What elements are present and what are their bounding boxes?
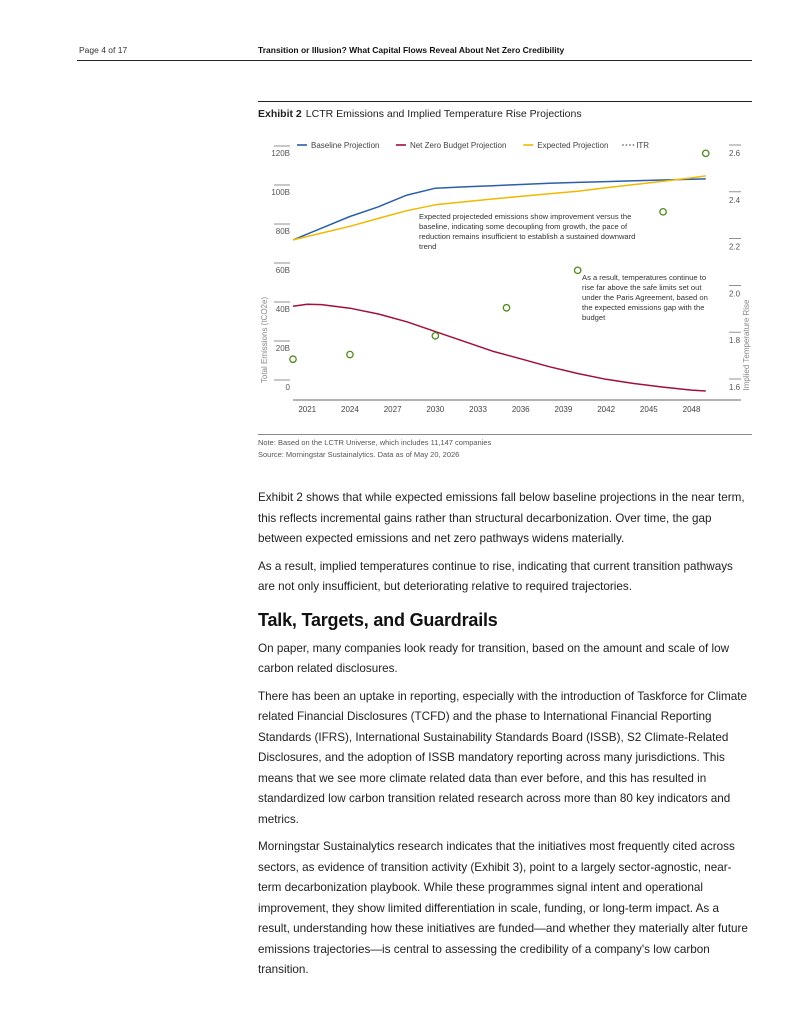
- itr-marker: [503, 305, 509, 311]
- itr-marker: [703, 150, 709, 156]
- chart-annotation: trend: [419, 242, 437, 251]
- chart-annotation: As a result, temperatures continue to: [582, 273, 707, 282]
- y2-tick-label: 2.6: [729, 149, 741, 158]
- chart-annotation: under the Paris Agreement, based on: [582, 293, 708, 302]
- legend-label: Baseline Projection: [311, 141, 380, 150]
- x-tick-label: 2039: [554, 405, 573, 414]
- legend-label: ITR: [636, 141, 650, 150]
- running-title: Transition or Illusion? What Capital Flows Reveal About Net Zero Credibility: [258, 45, 565, 55]
- x-tick-label: 2027: [383, 405, 402, 414]
- y2-tick-label: 2.0: [729, 289, 741, 299]
- exhibit-label: Exhibit 2: [258, 108, 302, 120]
- y-tick-label: 0: [285, 383, 290, 392]
- exhibit-source: Source: Morningstar Sustainalytics. Data as of May 20, 2026: [258, 450, 460, 459]
- y-tick-label: 120B: [271, 149, 290, 158]
- paragraph-3: On paper, many companies look ready for transition, based on the amount and scale of low carbon related disclosures.: [258, 641, 730, 675]
- itr-marker: [574, 267, 580, 273]
- page-number: Page 4 of 17: [79, 45, 128, 55]
- y-tick-label: 60B: [275, 266, 290, 275]
- itr-marker: [660, 209, 666, 215]
- paragraph-2: As a result, implied temperatures continue to rise, indicating that current transition pathways are not only insufficient, but deteriorating relative to required trajectories.: [258, 559, 733, 593]
- paragraph-1: Exhibit 2 shows that while expected emissions fall below baseline projections in the near term, this reflects incremental gains rather than structural decarbonization. Over time, the gap between expected emissions and net zero pathways widens materially.: [258, 491, 745, 545]
- section-heading: Talk, Targets, and Guardrails: [258, 609, 498, 630]
- itr-marker: [432, 333, 438, 339]
- header-rule: [77, 60, 752, 61]
- x-tick-label: 2024: [341, 405, 359, 414]
- x-tick-label: 2033: [469, 405, 487, 414]
- chart-annotation: baseline, indicating some decoupling from growth, the pace of: [419, 222, 628, 231]
- exhibit-notes: [258, 437, 491, 461]
- exhibit-rule-bottom: [258, 434, 752, 435]
- x-tick-label: 2030: [426, 405, 445, 414]
- exhibit-rule-top: [258, 101, 752, 102]
- legend-label: Expected Projection: [537, 141, 609, 150]
- chart-annotation: reduction remains insufficient to establish a sustained downward: [419, 232, 636, 241]
- x-tick-label: 2042: [597, 405, 616, 414]
- y-tick-label: 20B: [275, 344, 290, 353]
- y2-tick-label: 1.6: [729, 383, 741, 392]
- exhibit-title: [258, 108, 582, 120]
- itr-marker: [290, 356, 296, 362]
- y2-tick-label: 2.4: [729, 195, 741, 205]
- chart-annotation: rise far above the safe limits set out: [582, 283, 702, 292]
- x-tick-label: 2045: [639, 405, 658, 414]
- y-tick-label: 80B: [275, 227, 290, 236]
- y-tick-label: 40B: [275, 305, 290, 314]
- y2-axis-label: Implied Temperature Rise: [742, 299, 751, 391]
- y2-tick-label: 1.8: [729, 336, 741, 346]
- emissions-chart: [255, 134, 755, 432]
- chart-annotation: Expected projecteded emissions show improvement versus the: [419, 212, 632, 221]
- series-line-net-zero: [293, 304, 706, 391]
- y-tick-label: 100B: [271, 188, 290, 197]
- y-axis-label: Total Emissions (tCO2e): [260, 296, 269, 384]
- exhibit-title-text: LCTR Emissions and Implied Temperature Rise Projections: [305, 108, 582, 120]
- paragraph-5: Morningstar Sustainalytics research indicates that the initiatives most frequently cited across sectors, as evidence of transition activity (Exhibit 3), point to a largely sector-agnostic, near-term decarbonization playbook. While these programmes signal intent and operational improvement, they show limited differentiation in scale, funding, or long-term impact. As a result, understanding how these initiatives are funded—and whether they materially alter future emissions trajectories—is central to assessing the credibility of a company's low carbon transition.: [258, 840, 748, 976]
- chart-annotation: the expected emissions gap with the: [582, 303, 705, 312]
- chart-annotation: budget: [582, 313, 606, 322]
- x-tick-label: 2036: [511, 405, 530, 414]
- y2-tick-label: 2.2: [729, 242, 741, 252]
- legend-label: Net Zero Budget Projection: [409, 141, 507, 150]
- body-text: [258, 488, 752, 988]
- x-tick-label: 2048: [682, 405, 701, 414]
- exhibit-note: Note: Based on the LCTR Universe, which includes 11,147 companies: [258, 438, 492, 447]
- paragraph-4: There has been an uptake in reporting, especially with the introduction of Taskforce for Climate related Financial Disclosures (TCFD) and the phase to International Financial Reporting Standards (IFRS), International Sustainability Standards Board (ISSB), S2 Climate-Related Disclosures, and the adoption of ISSB mandatory reporting across many jurisdictions. This means that we see more climate related data than ever before, and this has resulted in standardized low carbon transition related research across more than 80 key indicators and metrics.: [258, 689, 747, 826]
- x-tick-label: 2021: [298, 405, 317, 414]
- itr-marker: [347, 351, 353, 357]
